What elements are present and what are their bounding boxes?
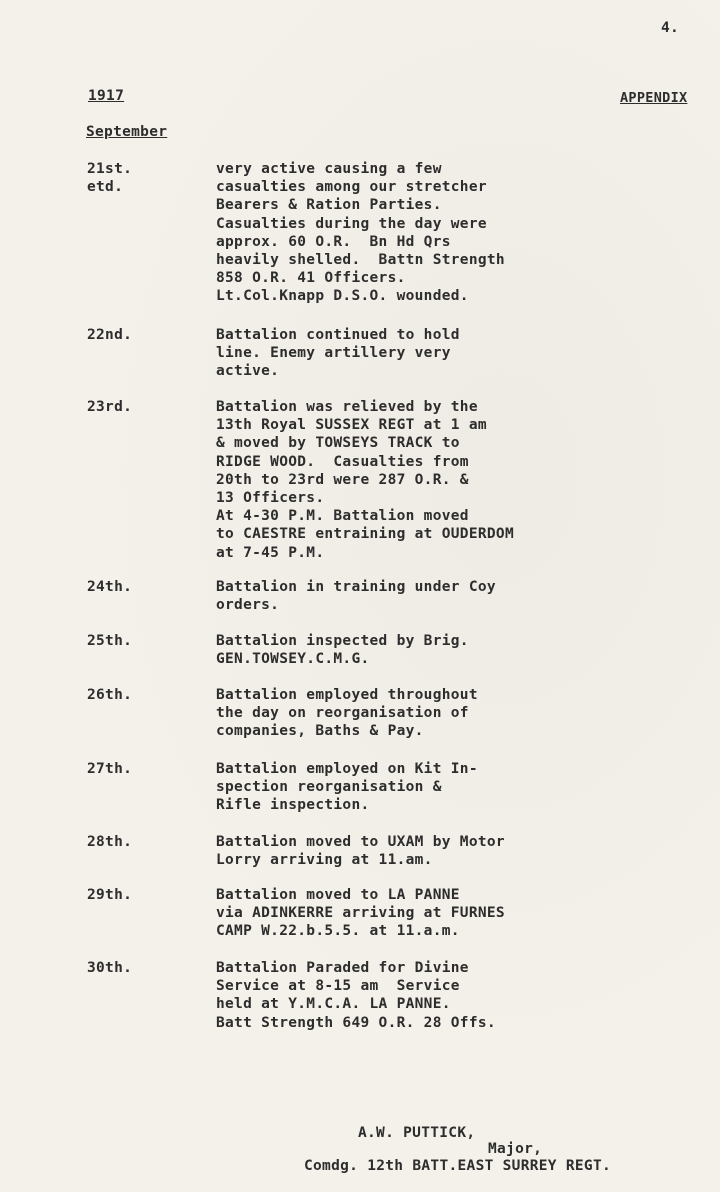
entry-text: Battalion moved to LA PANNE via ADINKERRE arriving at FURNES CAMP W.22.b.5.5. at 11.a.m.: [216, 887, 505, 940]
entry-text: Battalion was relieved by the 13th Royal SUSSEX REGT at 1 am & moved by TOWSEYS TRACK to RIDGE WOOD. Casualties from 20th to 23rd were 287 O.R. & 13 Officers. At 4-30 P.M. Battalion moved to CAESTRE entraining at OUDERDOM at 7-45 P.M.: [216, 399, 514, 561]
entry-date: 26th.: [87, 687, 133, 703]
entry-date: 22nd.: [87, 327, 133, 343]
entry-date: 29th.: [87, 887, 133, 903]
entry-date: 30th.: [87, 960, 133, 976]
entry-date: 23rd.: [87, 399, 133, 415]
entry-date: 24th.: [87, 579, 133, 595]
year-heading: 1917: [88, 88, 125, 104]
entry-text: Battalion employed throughout the day on reorganisation of companies, Baths & Pay.: [216, 687, 478, 740]
signature-unit: Comdg. 12th BATT.EAST SURREY REGT.: [304, 1158, 612, 1174]
entry-text: Battalion in training under Coy orders.: [216, 579, 496, 614]
month-heading: September: [86, 124, 168, 140]
appendix-label: APPENDIX: [620, 90, 688, 106]
entry-text: Battalion employed on Kit In- spection reorganisation & Rifle inspection.: [216, 761, 478, 814]
page-number: 4.: [661, 20, 680, 36]
entry-date: 25th.: [87, 633, 133, 649]
entry-text: Battalion moved to UXAM by Motor Lorry arriving at 11.am.: [216, 834, 505, 869]
entry-text: Battalion inspected by Brig. GEN.TOWSEY.C.M.G.: [216, 633, 469, 668]
entry-date: 21st. etd.: [87, 161, 133, 195]
entry-text: Battalion Paraded for Divine Service at 8-15 am Service held at Y.M.C.A. LA PANNE. Batt Strength 649 O.R. 28 Offs.: [216, 960, 496, 1031]
entry-text: very active causing a few casualties among our stretcher Bearers & Ration Parties. Casualties during the day were approx. 60 O.R. Bn Hd Qrs heavily shelled. Battn Strength 858 O.R. 41 Officers. Lt.Col.Knapp D.S.O. wounded.: [216, 161, 505, 305]
signature-name: A.W. PUTTICK,: [358, 1125, 476, 1141]
entry-date: 27th.: [87, 761, 133, 777]
entry-text: Battalion continued to hold line. Enemy artillery very active.: [216, 327, 460, 380]
signature-rank: Major,: [488, 1141, 543, 1157]
entry-date: 28th.: [87, 834, 133, 850]
